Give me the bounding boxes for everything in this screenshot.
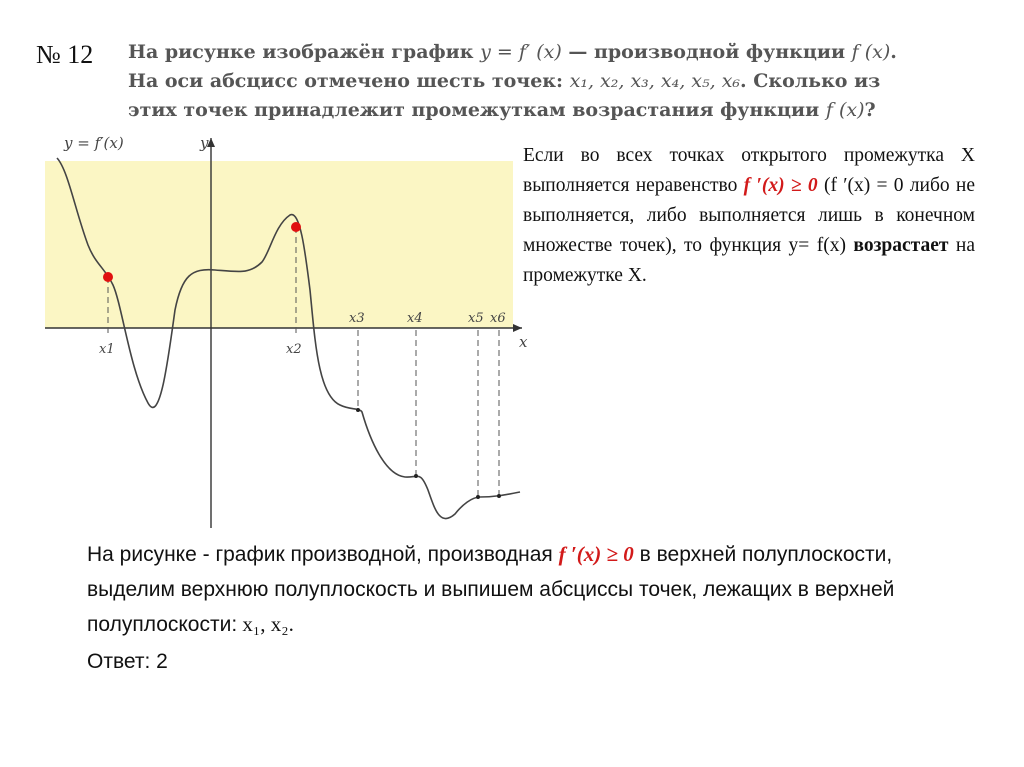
statement-text-4: . Сколько из этих точек принадлежит промежуткам возрастания функции xyxy=(128,70,881,121)
label-x1: x1 xyxy=(99,342,115,357)
statement-formula-4: f (x) xyxy=(825,99,865,121)
marker-x1 xyxy=(103,272,113,282)
statement-formula-2: f (x) xyxy=(851,41,891,63)
label-x5: x5 xyxy=(468,311,484,326)
explanation-condition: f ′(x) ≥ 0 xyxy=(558,542,634,566)
statement-text-5: ? xyxy=(864,99,876,121)
explanation-text-1: На рисунке - график производной, производная xyxy=(87,543,559,566)
marker-x2 xyxy=(291,222,301,232)
increasing-function-rule xyxy=(523,141,975,291)
x-axis-label: x xyxy=(519,333,528,351)
statement-text-3: . На оси абсцисс отмечено шесть точек: xyxy=(128,41,897,92)
curve-point-x5 xyxy=(476,495,480,499)
rule-text-2: (f ′(x) = 0 либо не выполняется, либо выполняется лишь в конечном множестве точек), то функция у= f(x) xyxy=(523,175,976,256)
solution-explanation xyxy=(87,537,927,642)
y-axis-label: y xyxy=(200,134,209,152)
label-x2: x2 xyxy=(286,342,302,357)
curve-label: y = f′(x) xyxy=(64,134,124,152)
statement-text-2: — производной функции xyxy=(561,41,852,63)
label-x4: x4 xyxy=(407,311,423,326)
curve-point-x3 xyxy=(356,408,360,412)
x-axis-arrow xyxy=(513,324,522,332)
statement-formula-1: y = f′ (x) xyxy=(480,41,562,63)
rule-text-3: на промежутке Х. xyxy=(523,235,975,286)
label-x6: x6 xyxy=(490,311,506,326)
upper-half-plane-highlight xyxy=(45,161,513,328)
derivative-graph xyxy=(0,0,540,540)
label-x3: x3 xyxy=(349,311,365,326)
problem-number: № 12 xyxy=(36,40,94,69)
rule-text-1: Если во всех точках открытого промежутка Х выполняется неравенство xyxy=(523,145,975,196)
explanation-points: x₁, x₂. xyxy=(237,612,294,636)
rule-increases: возрастает xyxy=(853,235,949,256)
explanation-text-2: в верхней полуплоскости, выделим верхнюю полуплоскость и выпишем абсциссы точек, лежащих в верхней полуплоскости: xyxy=(87,543,895,636)
answer: Ответ: 2 xyxy=(87,650,168,673)
statement-text-1: На рисунке изображён график xyxy=(128,41,474,63)
curve-point-x6 xyxy=(497,494,501,498)
statement-formula-3: x₁, x₂, x₃, x₄, x₅, x₆ xyxy=(569,70,741,92)
rule-condition: f ′(x) ≥ 0 xyxy=(743,175,818,196)
curve-point-x4 xyxy=(414,474,418,478)
